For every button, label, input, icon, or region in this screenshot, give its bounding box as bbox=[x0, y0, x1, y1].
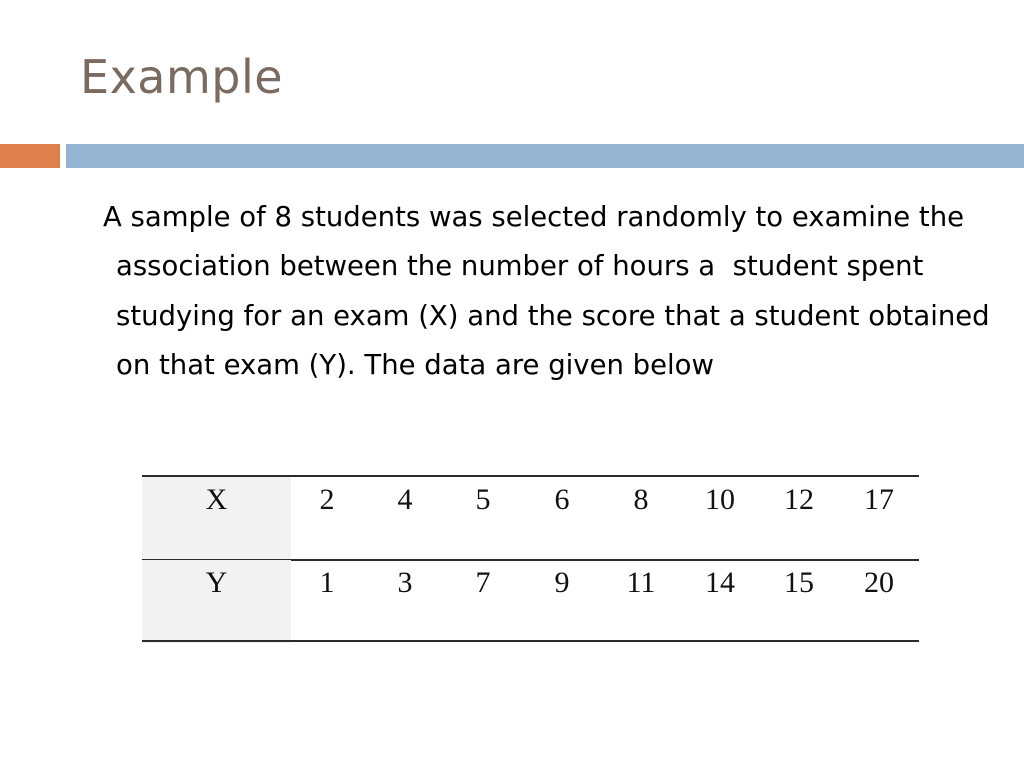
table-cell: 8 bbox=[633, 483, 649, 516]
table-row-x bbox=[142, 477, 919, 560]
row-header-label: X bbox=[205, 483, 228, 516]
table-cell: 9 bbox=[554, 566, 570, 599]
table-cell: 20 bbox=[864, 566, 894, 599]
table-cell: 12 bbox=[784, 483, 814, 516]
table-bottom-rule bbox=[142, 640, 919, 642]
title-accent-bar-blue bbox=[66, 144, 1024, 168]
table-cell: 7 bbox=[475, 566, 491, 599]
row-header-label: Y bbox=[205, 566, 228, 599]
table-cell: 3 bbox=[397, 566, 413, 599]
table-cell: 11 bbox=[626, 566, 656, 599]
title-accent-bar-orange bbox=[0, 144, 60, 168]
slide-title: Example bbox=[80, 50, 284, 104]
body-paragraph: A sample of 8 students was selected randomly to examine the association between the number of hours a student spent studying for an exam (X) and the score that a student obtained on that exam (Y). The data are given below bbox=[103, 201, 999, 381]
table-cell: 6 bbox=[554, 483, 570, 516]
table-cell: 17 bbox=[864, 483, 894, 516]
table-cell: 15 bbox=[784, 566, 814, 599]
table-cell: 14 bbox=[705, 566, 735, 599]
table-cell: 5 bbox=[475, 483, 491, 516]
table-cell: 10 bbox=[705, 483, 735, 516]
data-table bbox=[142, 475, 919, 642]
table-cell: 1 bbox=[319, 566, 335, 599]
table-row-y bbox=[142, 560, 919, 643]
table-cell: 4 bbox=[397, 483, 413, 516]
table-cell: 2 bbox=[319, 483, 335, 516]
